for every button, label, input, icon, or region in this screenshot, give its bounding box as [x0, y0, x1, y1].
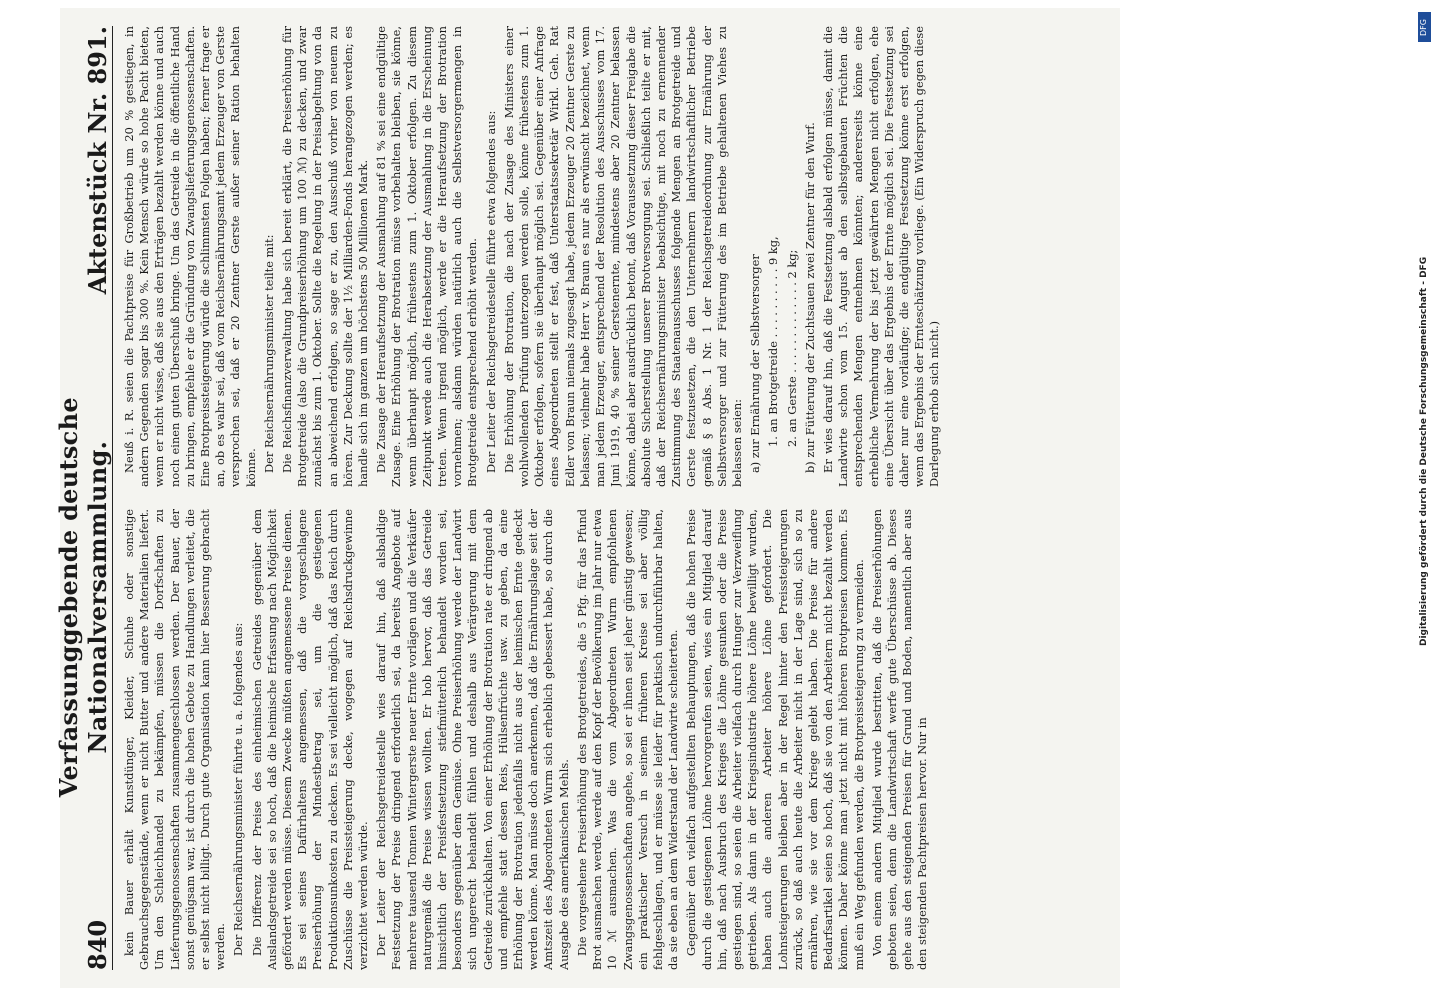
paragraph: Neuß i. R. seien die Pachtpreise für Großbetrieb um 20 % gestiegen, in andern Gegenden sogar bis 300 %. Kein Mensch würde so hohe Pacht bieten, wenn er nicht wisse, daß sie aus den Erträgen bezahlt werden könne und auch noch einen guten Überschuß bringe. Um das Getreide in die öffentliche Hand zu bringen, empfehle er die Gründung von Zwangslieferungsgenossenschaften. Eine Brotpreissteigerung würde die schlimmsten Folgen haben; ferner frage er an, ob es wahr sei, daß vom Reichsernährungsamt jedem Erzeuger von Gerste versprochen sei, daß er 20 Zentner Gerste außer seiner Ration behalten könne.: [122, 26, 258, 487]
text-columns: [122, 26, 1106, 970]
rotated-page-content: [54, 8, 1120, 988]
paragraph: Die vorgesehene Preiserhöhung des Brotgetreides, die 5 Pfg. für das Pfund Brot ausmachen werde, werde auf den Kopf der Bevölkerung im Jahr nur etwa 10 ℳ ausmachen. Was die vom Abgeordneten Wurm empfohlenen Zwangsgenossenschaften angehe, so sei er ihnen seit jeher günstig gewesen; ein praktischer Versuch in seinem früheren Kreise sei aber völlig fehlgeschlagen, und er müsse sie leider für praktisch undurchführbar halten, da sie eben an dem Widerstand der Landwirte scheiterten.: [574, 509, 681, 970]
dfg-badge-text: DFG: [1419, 19, 1428, 36]
page-title: Verfassunggebende deutsche Nationalversammlung.: [54, 397, 112, 798]
page-header: [54, 26, 113, 970]
paragraph: Der Leiter der Reichsgetreidestelle wies darauf hin, daß alsbaldige Festsetzung der Preise dringend erforderlich sei, da bereits Angebote auf mehrere tausend Tonnen Wintergerste neuer Ernte vorlägen und die Verkäufer naturgemäß die Preise wissen wollten. Er hob hervor, daß das Getreide hinsichtlich der Preisfestsetzung stiefmütterlich behandelt worden sei, besonders gegenüber dem Gemüse. Ohne Preiserhöhung werde der Landwirt sich ungerecht behandelt fühlen und deshalb aus Verärgerung mit dem Getreide zurückhalten. Von einer Erhöhung der Brotration rate er dringend ab und empfehle statt dessen Reis, Hülsenfrüchte usw. zu geben, da eine Erhöhung der Brotration jedenfalls nicht aus der heimischen Ernte gedeckt werden könne. Man müsse doch anerkennen, daß die Ernährungslage seit der Amtszeit des Abgeordneten Wurm sich erheblich gebessert habe, so durch die Ausgabe des amerikanischen Mehls.: [374, 509, 571, 970]
paragraph: Er wies darauf hin, daß die Festsetzung alsbald erfolgen müsse, damit die Landwirte schon vom 15. August ab den selbstgebauten Früchten die entsprechenden Mengen entnehmen könnten; andererseits könne eine erhebliche Vermehrung der bis jetzt gewährten Mengen nicht erfolgen, ehe eine Übersicht über das Ergebnis der Ernte möglich sei. Die Festsetzung sei daher nur eine vorläufige; die endgültige Festsetzung könne erst erfolgen, wenn das Ergebnis der Ernteschätzung vorliege. (Ein Widerspruch gegen diese Darlegung erhob sich nicht.): [820, 26, 942, 487]
left-column: [122, 509, 1106, 970]
paragraph: Die Reichsfinanzverwaltung habe sich bereit erklärt, die Preiserhöhung für Brotgetreide (also die Grundpreiserhöhung um 100 ℳ) zu decken, und zwar zunächst bis zum 1. Oktober. Sollte die Regelung in der Preisabgeltung von da an abweichend erfolgen, so sage er zu, den Ausschuß vorher von neuem zu hören. Zur Deckung sollte der 1½ Milliarden-Fonds herangezogen werden; es handle sich im ganzen um höchstens 50 Millionen Mark.: [280, 26, 371, 487]
paragraph: Gegenüber den vielfach aufgestellten Behauptungen, daß die hohen Preise durch die gestiegenen Löhne hervorgerufen seien, wies ein Mitglied darauf hin, daß nach Ausbruch des Krieges die Löhne gesunken oder die Preise gestiegen sind, so seien die Arbeiter vielfach durch Hunger zur Verzweiflung getrieben. Als dann in der Kriegsindustrie höhere Löhne bewilligt wurden, haben auch die anderen Arbeiter höhere Löhne gefordert. Die Lohnsteigerungen bleiben aber in der Regel hinter den Preissteigerungen zurück, so daß auch heute die Arbeiter nicht in der Lage sind, sich so zu ernähren, wie sie vor dem Kriege gelebt haben. Die Preise für andere Bedarfsartikel seien so hoch, daß sie von den Arbeitern nicht bezahlt werden können. Daher könne man jetzt nicht mit höheren Brotpreisen kommen. Es muß ein Weg gefunden werden, die Brotpreissteigerung zu vermeiden.: [684, 509, 866, 970]
dfg-logo: [1418, 12, 1431, 42]
digitization-sidebar: [1418, 6, 1432, 996]
list-item: 1. an Brotgetreide . . . . . . . . . . 9 kg,: [766, 236, 781, 447]
digitization-credit: Digitalisierung gefördert durch die Deutsche Forschungsgemeinschaft - DFG: [1419, 256, 1429, 646]
list-item: a) zur Ernährung der Selbstversorger: [748, 254, 763, 473]
paragraph: Die Zusage der Heraufsetzung der Ausmahlung auf 81 % sei eine endgültige Zusage. Eine Erhöhung der Brotration müsse vorbehalten bleiben, sie könne, wenn überhaupt möglich, frühestens zum 1. Oktober erfolgen. Zu diesem Zeitpunkt werde auch die Herabsetzung der Ausmahlung in die Erscheinung treten. Wenn irgend möglich, werde er die Heraufsetzung der Brotration vornehmen; alsdann würden natürlich auch die Selbstversorgermengen in Brotgetreide entsprechend erhöht werden.: [374, 26, 480, 487]
paragraph: Der Reichsernährungsminister führte u. a. folgendes aus:: [231, 622, 246, 956]
paragraph: Von einem andern Mitglied wurde bestritten, daß die Preiserhöhungen geboten seien, denn die Landwirtschaft werfe gute Überschüsse ab. Dieses gehe aus den steigenden Preisen für Grund und Boden, namentlich aber aus den steigenden Pachtpreisen hervor. Nur in: [869, 509, 930, 970]
document-number: Aktenstück Nr. 891.: [83, 26, 112, 295]
paragraph: Die Erhöhung der Brotration, die nach der Zusage des Ministers einer wohlwollenden Prüfung unterzogen werden solle, könne frühestens zum 1. Oktober erfolgen, sofern sie überhaupt möglich sei. Gegenüber einer Anfrage eines Abgeordneten stellt er fest, daß Unterstaatssekretär Wirkl. Geh. Rat Edler von Braun niemals zugesagt habe, jedem Erzeuger 20 Zentner Gerste zu belassen; vielmehr habe Herr v. Braun es nur als erwünscht bezeichnet, wenn man jedem Erzeuger, entsprechend der Resolution des Ausschusses vom 17. Juni 1919, 40 % seiner Gerstenernte, mindestens aber 20 Zentner belassen könne, dabei aber ausdrücklich betont, daß Voraussetzung dieser Freigabe die absolute Sicherstellung unserer Brotversorgung sei. Schließlich teilte er mit, daß der Reichsernährungsminister beabsichtige, mit noch zu ernennender Zustimmung des Staatenausschusses folgende Mengen an Brotgetreide und Gerste festzusetzen, die den Unternehmern landwirtschaftlicher Betriebe gemäß § 8 Abs. 1 Nr. 1 der Reichsgetreideordnung zur Ernährung der Selbstversorger und zur Fütterung des im Betriebe gehaltenen Viehes zu belassen seien:: [501, 26, 744, 487]
page-number: 840: [83, 919, 112, 970]
list-item: b) zur Fütterung der Zuchtsauen zwei Zentner für den Wurf.: [802, 122, 817, 473]
paragraph: kein Bauer erhält Kunstdünger, Kleider, Schuhe oder sonstige Gebrauchsgegenstände, wenn er nicht Butter und andere Materialien liefert. Um den Schleichhandel zu bekämpfen, müssen die Dorfschaften zu Lieferungsgenossenschaften zusammengeschlossen werden. Der Bauer, der sonst genügsam war, ist durch die hohen Gebote zu Handlungen verleitet, die er selbst nicht billigt. Durch gute Organisation kann hier Besserung gebracht werden.: [122, 509, 228, 970]
paragraph: Der Reichsernährungsminister teilte mit:: [261, 234, 276, 473]
paragraph: Die Differenz der Preise des einheimischen Getreides gegenüber dem Auslandsgetreide sei so hoch, daß die heimische Erfassung nach Möglichkeit gefördert werden müsse. Diesem Zwecke müßten angemessene Preise dienen. Es sei seines Dafürhaltens angemessen, daß die vorgeschlagene Preiserhöhung der Mindestbetrag sei, um die gestiegenen Produktionsunkosten zu decken. Es sei vielleicht möglich, daß das Reich durch Zuschüsse die Preissteigerung decke, wogegen auf Reichsdruckgewinne verzichtet werden würde.: [249, 509, 371, 970]
list-item: 2. an Gerste . . . . . . . . . . . . . 2 kg;: [784, 249, 799, 447]
right-column: [122, 26, 1106, 487]
document-page: [54, 8, 1120, 988]
paragraph: Der Leiter der Reichsgetreidestelle führte etwa folgendes aus:: [483, 110, 498, 473]
